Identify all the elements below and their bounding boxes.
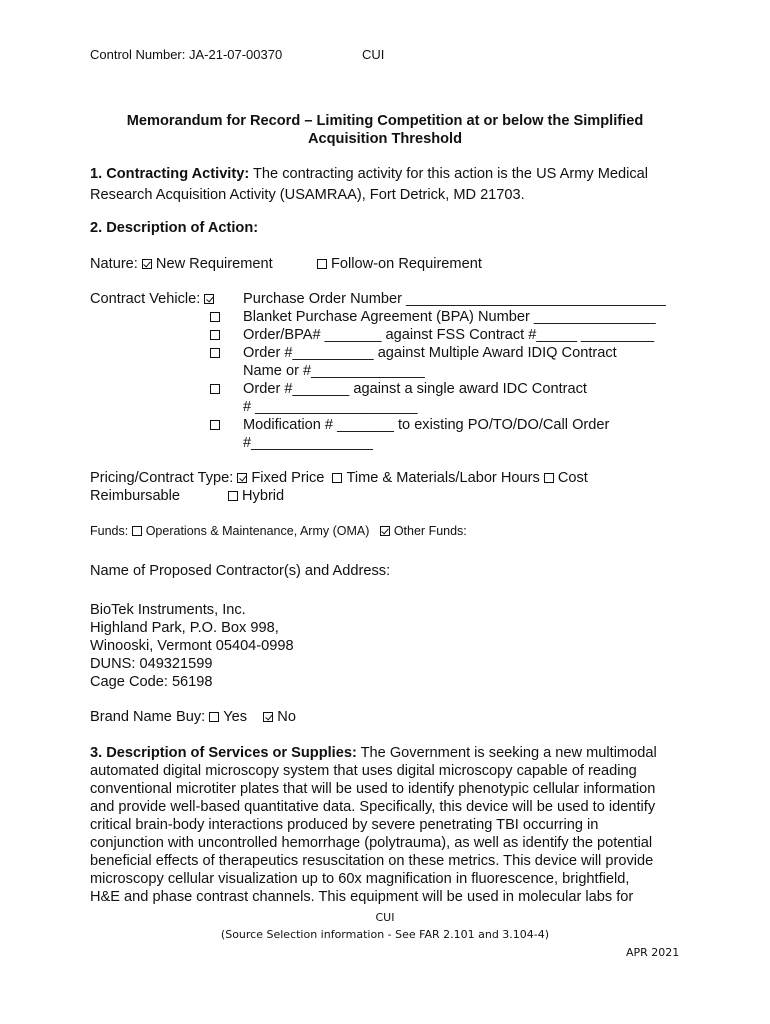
brand-no-label: No (277, 709, 296, 725)
contractor-name: BioTek Instruments, Inc. (90, 602, 246, 618)
funds-row (90, 523, 467, 539)
source-selection-notice: (Source Selection information - See FAR 2.101 and 3.104-4) (220, 928, 550, 941)
followon-requirement-checkbox[interactable] (317, 259, 327, 269)
brand-name-row (90, 708, 296, 726)
section3-text-line1: The Government is seeking a new multimodal (356, 745, 657, 761)
modification-row (210, 416, 224, 434)
section3-heading: 3. Description of Services or Supplies: (90, 745, 357, 761)
other-funds-checkbox[interactable] (380, 526, 390, 536)
nature-label: Nature: (90, 256, 138, 272)
nature-row (90, 255, 273, 273)
hybrid-label: Hybrid (242, 488, 285, 504)
purchase-order-label: Purchase Order Number ________________________________ (243, 291, 666, 307)
section3-line2: automated digital microscopy system that uses digital microscopy capable of reading (90, 763, 637, 779)
section3-line1 (90, 744, 657, 762)
idc-label-line2: # ____________________ (243, 399, 418, 415)
section3-line9: H&E and phase contrast channels. This equipment will be used in molecular labs for (90, 889, 634, 905)
bpa-label: Blanket Purchase Agreement (BPA) Number _______________ (243, 309, 656, 325)
fixed-price-checkbox[interactable] (237, 473, 247, 483)
cui-footer-marking: CUI (375, 911, 395, 924)
fss-label: Order/BPA# _______ against FSS Contract #_____ _________ (243, 327, 655, 343)
section1-heading: 1. Contracting Activity: (90, 166, 250, 182)
time-materials-checkbox[interactable] (332, 473, 342, 483)
fss-row (210, 326, 224, 344)
other-funds-label: Other Funds: (393, 524, 467, 538)
modification-checkbox[interactable] (210, 420, 220, 430)
section3-line6: conjunction with uncontrolled hemorrhage (polytrauma), as well as identify the potential (90, 835, 653, 851)
contract-vehicle-label-row (90, 290, 218, 308)
section2-heading: 2. Description of Action: (90, 220, 259, 236)
section3-line3: conventional microtiter plates that will be used to identify phenotypic cellular information (90, 781, 656, 797)
idiq-label-line2: Name or #______________ (243, 363, 425, 379)
time-materials-label: Time & Materials/Labor Hours (346, 470, 540, 486)
section1-text: The contracting activity for this action is the US Army Medical (249, 166, 648, 182)
contractor-address1: Highland Park, P.O. Box 998, (90, 620, 279, 636)
fss-checkbox[interactable] (210, 330, 220, 340)
idc-label-line1: Order #_______ against a single award IDC Contract (243, 381, 587, 397)
modification-label-line1: Modification # _______ to existing PO/TO/DO/Call Order (243, 417, 610, 433)
footer-date: APR 2021 (626, 946, 680, 959)
idiq-label-line1: Order #__________ against Multiple Award IDIQ Contract (243, 345, 617, 361)
followon-requirement-label: Follow-on Requirement (331, 256, 482, 272)
modification-label-line2: #_______________ (243, 435, 373, 451)
section1-line2: Research Acquisition Activity (USAMRAA), Fort Detrick, MD 21703. (90, 187, 525, 203)
section3-line8: microscopy cellular visualization up to 60x magnification in fluorescence, brightfield, (90, 871, 630, 887)
pricing-label: Pricing/Contract Type: (90, 470, 234, 486)
pricing-row (90, 469, 588, 487)
section3-line4: and provide well-based quantitative data. Specifically, this device will be used to identify (90, 799, 656, 815)
cui-header-marking: CUI (362, 47, 385, 62)
contractor-duns: DUNS: 049321599 (90, 656, 213, 672)
bpa-checkbox[interactable] (210, 312, 220, 322)
idc-row (210, 380, 224, 398)
new-requirement-checkbox[interactable] (142, 259, 152, 269)
idc-checkbox[interactable] (210, 384, 220, 394)
section3-line5: critical brain-body interactions produced by severe penetrating TBI occurring in (90, 817, 599, 833)
funds-label: Funds: (90, 524, 129, 538)
memo-title-line2: Acquisition Threshold (307, 131, 463, 147)
new-requirement-label: New Requirement (155, 256, 273, 272)
contractor-cage-code: Cage Code: 56198 (90, 674, 213, 690)
memo-title-line1: Memorandum for Record – Limiting Competition at or below the Simplified (126, 113, 644, 129)
contract-vehicle-label: Contract Vehicle: (90, 291, 201, 307)
control-number: Control Number: JA-21-07-00370 (90, 47, 283, 62)
followon-row (317, 255, 482, 273)
cost-label: Cost (557, 470, 588, 486)
brand-yes-checkbox[interactable] (209, 712, 219, 722)
contractor-heading: Name of Proposed Contractor(s) and Address: (90, 563, 391, 579)
hybrid-checkbox[interactable] (228, 491, 238, 501)
hybrid-row (228, 487, 284, 505)
idiq-row (210, 344, 224, 362)
oma-funds-checkbox[interactable] (132, 526, 142, 536)
section3-line7: beneficial effects of therapeutics resuscitation on these metrics. This device will provide (90, 853, 654, 869)
fixed-price-label: Fixed Price (251, 470, 325, 486)
idiq-checkbox[interactable] (210, 348, 220, 358)
contractor-address2: Winooski, Vermont 05404-0998 (90, 638, 294, 654)
brand-name-label: Brand Name Buy: (90, 709, 206, 725)
purchase-order-checkbox[interactable] (204, 294, 214, 304)
brand-no-checkbox[interactable] (263, 712, 273, 722)
cost-reimbursable-checkbox[interactable] (544, 473, 554, 483)
section1-line1 (90, 165, 648, 183)
bpa-row (210, 308, 224, 326)
reimbursable-label: Reimbursable (90, 488, 181, 504)
brand-yes-label: Yes (223, 709, 248, 725)
oma-funds-label: Operations & Maintenance, Army (OMA) (145, 524, 370, 538)
